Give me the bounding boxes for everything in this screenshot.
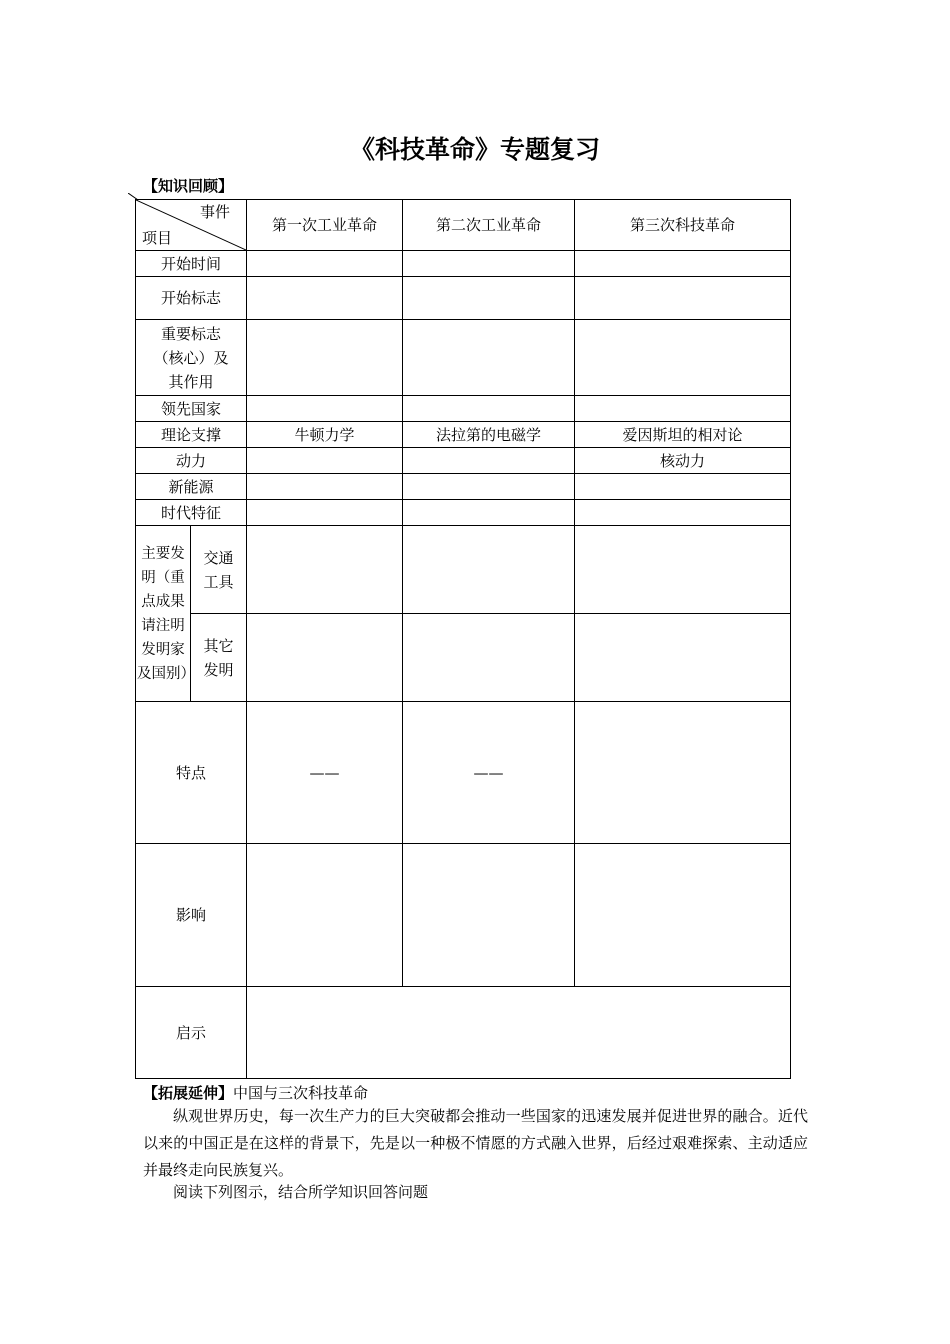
answer-cell[interactable] — [403, 614, 575, 702]
answer-cell[interactable] — [247, 320, 403, 396]
table-row — [136, 614, 791, 702]
theory-third: 爱因斯坦的相对论 — [575, 422, 791, 448]
row-label-theory: 理论支撑 — [136, 422, 247, 448]
answer-cell[interactable] — [403, 448, 575, 474]
answer-cell[interactable] — [575, 277, 791, 320]
table-header-row — [136, 200, 791, 251]
table-row — [136, 422, 791, 448]
intro-paragraph: 纵观世界历史，每一次生产力的巨大突破都会推动一些国家的迅速发展并促进世界的融合。近代以来的中国正是在这样的背景下，先是以一种极不情愿的方式融入世界，后经过艰难探索、主动适应并最终走向民族复兴。 — [143, 1107, 808, 1179]
row-label-start-sign: 开始标志 — [136, 277, 247, 320]
corner-item-label: 项目 — [142, 229, 173, 247]
answer-cell[interactable] — [575, 526, 791, 614]
answer-cell[interactable] — [403, 396, 575, 422]
theory-second: 法拉第的电磁学 — [403, 422, 575, 448]
answer-cell[interactable] — [247, 987, 791, 1079]
corner-event-label: 事件 — [199, 203, 230, 221]
header-third-revolution: 第三次科技革命 — [575, 200, 791, 251]
table-row — [136, 474, 791, 500]
row-label-new-energy: 新能源 — [136, 474, 247, 500]
corner-cell — [136, 200, 247, 251]
answer-cell[interactable] — [247, 448, 403, 474]
answer-cell[interactable] — [247, 614, 403, 702]
answer-cell[interactable] — [247, 277, 403, 320]
answer-cell[interactable] — [247, 844, 403, 987]
answer-cell[interactable] — [247, 526, 403, 614]
row-label-transport: 交通工具 — [191, 526, 247, 614]
table-row — [136, 396, 791, 422]
row-label-impact: 影响 — [136, 844, 247, 987]
answer-cell[interactable] — [403, 526, 575, 614]
answer-cell[interactable] — [247, 500, 403, 526]
table-row — [136, 702, 791, 844]
answer-cell[interactable] — [247, 474, 403, 500]
answer-cell[interactable] — [403, 500, 575, 526]
extension-label: 【拓展延伸】 — [143, 1084, 234, 1102]
answer-cell[interactable] — [575, 614, 791, 702]
table-row — [136, 987, 791, 1079]
answer-cell[interactable] — [575, 474, 791, 500]
answer-cell[interactable] — [575, 500, 791, 526]
review-table — [135, 199, 791, 1079]
table-row — [136, 277, 791, 320]
row-label-inventions: 主要发明（重点成果请注明发明家及国别） — [136, 526, 191, 702]
table-row — [136, 448, 791, 474]
answer-cell[interactable] — [403, 277, 575, 320]
answer-cell[interactable] — [575, 702, 791, 844]
table-row — [136, 500, 791, 526]
answer-cell[interactable] — [575, 251, 791, 277]
answer-cell[interactable] — [247, 396, 403, 422]
table-row — [136, 320, 791, 396]
row-label-power: 动力 — [136, 448, 247, 474]
row-label-other-inventions: 其它发明 — [191, 614, 247, 702]
answer-cell[interactable] — [403, 251, 575, 277]
row-label-inspiration: 启示 — [136, 987, 247, 1079]
page-title: 《科技革命》专题复习 — [349, 135, 600, 164]
table-row — [136, 251, 791, 277]
answer-cell[interactable] — [403, 474, 575, 500]
row-label-start-time: 开始时间 — [136, 251, 247, 277]
row-label-features: 特点 — [136, 702, 247, 844]
power-third: 核动力 — [575, 448, 791, 474]
answer-cell[interactable] — [575, 844, 791, 987]
theory-first: 牛顿力学 — [247, 422, 403, 448]
answer-cell[interactable] — [247, 251, 403, 277]
knowledge-review-heading — [143, 175, 233, 196]
extension-heading — [143, 1082, 368, 1103]
extension-topic: 中国与三次科技革命 — [233, 1084, 369, 1102]
knowledge-review-label: 【知识回顾】 — [143, 177, 234, 195]
table-row — [136, 526, 791, 614]
answer-cell[interactable] — [575, 396, 791, 422]
header-first-revolution: 第一次工业革命 — [247, 200, 403, 251]
row-label-leading-country: 领先国家 — [136, 396, 247, 422]
header-second-revolution: 第二次工业革命 — [403, 200, 575, 251]
answer-cell[interactable] — [403, 844, 575, 987]
answer-cell[interactable] — [403, 320, 575, 396]
row-label-important-sign: 重要标志（核心）及其作用 — [136, 320, 247, 396]
row-label-era: 时代特征 — [136, 500, 247, 526]
features-second: —— — [403, 702, 575, 844]
features-first: —— — [247, 702, 403, 844]
instruction-paragraph: 阅读下列图示，结合所学知识回答问题 — [173, 1183, 429, 1201]
table-row — [136, 844, 791, 987]
answer-cell[interactable] — [575, 320, 791, 396]
